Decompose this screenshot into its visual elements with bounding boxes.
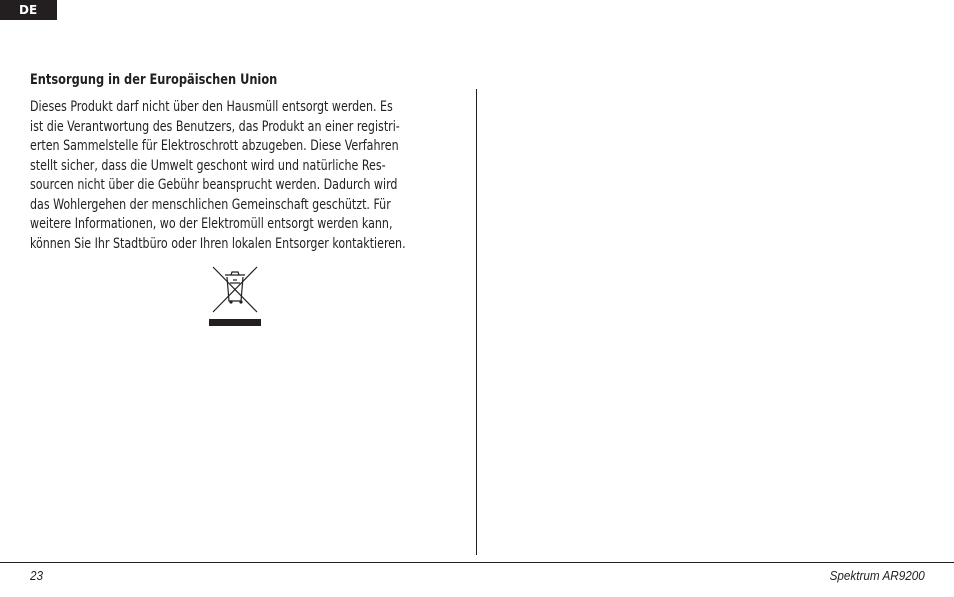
product-name: Spektrum AR9200 [829, 568, 925, 583]
column-divider [476, 89, 477, 555]
crossed-out-wheelie-bin-icon [209, 265, 261, 327]
paragraph-line: stellt sicher, dass die Umwelt geschont wird und natürliche Res- [30, 157, 386, 174]
language-tab: DE [0, 0, 57, 20]
paragraph-line: erten Sammelstelle für Elektroschrott abzugeben. Diese Verfahren [30, 138, 399, 154]
paragraph-line: das Wohlergehen der menschlichen Gemeinschaft geschützt. Für [30, 196, 391, 213]
paragraph-line: sourcen nicht über die Gebühr beansprucht werden. Dadurch wird [30, 177, 398, 193]
paragraph-line: weitere Informationen, wo der Elektromüll entsorgt werden kann, [30, 216, 393, 232]
footer-rule [0, 562, 954, 563]
paragraph-line: können Sie Ihr Stadtbüro oder Ihren lokalen Entsorger kontaktieren. [30, 235, 406, 252]
paragraph-line: Dieses Produkt darf nicht über den Hausmüll entsorgt werden. Es [30, 99, 393, 115]
disposal-paragraph [30, 98, 461, 254]
page-number: 23 [30, 568, 44, 583]
paragraph-line: ist die Verantwortung des Benutzers, das Produkt an einer registri- [30, 118, 400, 135]
section-heading: Entsorgung in der Europäischen Union [30, 72, 278, 88]
